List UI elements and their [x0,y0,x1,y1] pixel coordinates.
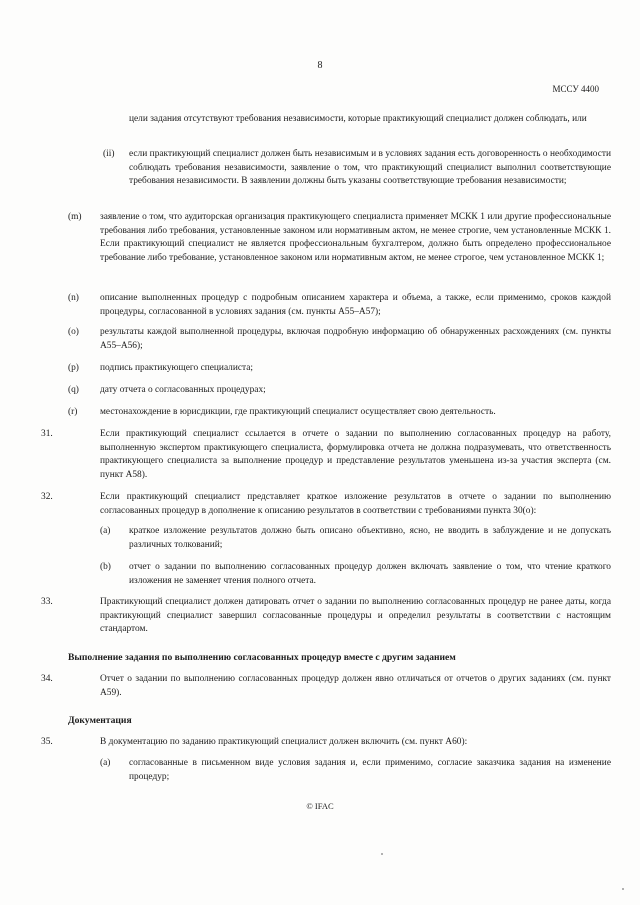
list-item-o-marker: (o) [68,327,79,337]
paragraph-32-text: Если практикующий специалист представляет краткое изложение результатов в отчете о задании по выполнению согласованных процедур в дополнение к описанию результатов в соответствии с требованиями пункта 30(о): [100,492,611,516]
sub-item-ii-text: если практикующий специалист должен быть независимым и в условиях задания есть договоренность о необходимости соблюдать требования независимости, заявление о том, что практикующий специалист выполнил соответствующие требования независимости. В заявлении должны быть указаны соответствующие требования независимости; [129,149,611,187]
list-item-q-marker: (q) [68,385,79,395]
scan-speck [622,888,624,890]
paragraph-35-number: 35. [41,737,53,747]
section-heading-combined-engagement: Выполнение задания по выполнению согласованных процедур вместе с другим заданием [68,652,456,663]
list-item-p-text: подпись практикующего специалиста; [100,363,254,373]
paragraph-32a-text: краткое изложение результатов должно быть описано объективно, ясно, не вводить в заблуждение и не допускать различных толкований; [129,526,611,550]
list-item-r-marker: (r) [68,407,78,417]
list-item-m-marker: (m) [68,212,82,222]
page-number: 8 [317,60,323,71]
list-item-n-text: описание выполненных процедур с подробным описанием характера и объема, а также, если применимо, сроков каждой процедуры, согласованной в условиях задания (см. пункты А55–А57); [100,293,611,317]
scan-speck [381,853,383,855]
paragraph-31-text: Если практикующий специалист ссылается в отчете о задании по выполнению согласованных процедур на работу, выполненную экспертом практикующего специалиста, формулировка отчета не должна подразумевать, что ответственность практикующего специалиста за выполнение процедур и представление результатов уменьшена из-за участия эксперта (см. пункт А58). [100,429,611,480]
footer-copyright: © IFAC [306,801,334,811]
section-heading-documentation: Документация [68,715,132,726]
paragraph-35a-text: согласованные в письменном виде условия задания и, если применимо, согласие заказчика задания на изменение процедур; [129,758,611,782]
continuation-text: цели задания отсутствуют требования независимости, которые практикующий специалист должен соблюдать, или [129,114,587,124]
paragraph-32a-marker: (a) [100,526,111,536]
list-item-n-marker: (n) [68,293,79,303]
list-item-r-text: местонахождение в юрисдикции, где практикующий специалист осуществляет свою деятельность. [100,407,496,417]
paragraph-34-text: Отчет о задании по выполнению согласованных процедур должен явно отличаться от отчетов о других заданиях (см. пункт А59). [100,674,611,698]
paragraph-32b-marker: (b) [100,562,111,572]
standard-id: МССУ 4400 [552,84,599,94]
list-item-q-text: дату отчета о согласованных процедурах; [100,385,266,395]
list-item-m-text: заявление о том, что аудиторская организация практикующего специалиста применяет МСКК 1 или другие профессиональные требования либо требования, установленные законом или нормативным актом, не менее строгие, чем установленные МСКК 1. Если практикующий специалист не является профессиональным бухгалтером, должно быть определено профессиональное требование либо требование, установленное законом или нормативным актом, не менее строгое, чем установленное МСКК 1; [100,212,611,263]
paragraph-33-number: 33. [41,597,53,607]
paragraph-32b-text: отчет о задании по выполнению согласованных процедур должен включать заявление о том, что чтение краткого изложения не заменяет чтения полного отчета. [129,562,611,586]
list-item-p-marker: (p) [68,363,79,373]
paragraph-31-number: 31. [41,429,53,439]
paragraph-35-text: В документацию по заданию практикующий специалист должен включить (см. пункт А60): [100,737,468,747]
paragraph-35a-marker: (a) [100,758,111,768]
paragraph-32-number: 32. [41,492,53,502]
paragraph-33-text: Практикующий специалист должен датировать отчет о задании по выполнению согласованных процедур не ранее даты, когда практикующий специалист завершил согласованные процедуры и определил результаты в соответствии с настоящим стандартом. [100,597,611,635]
paragraph-34-number: 34. [41,674,53,684]
list-item-o-text: результаты каждой выполненной процедуры, включая подробную информацию об обнаруженных расхождениях (см. пункты А55–А56); [100,327,611,351]
sub-item-ii-marker: (ii) [103,149,115,159]
